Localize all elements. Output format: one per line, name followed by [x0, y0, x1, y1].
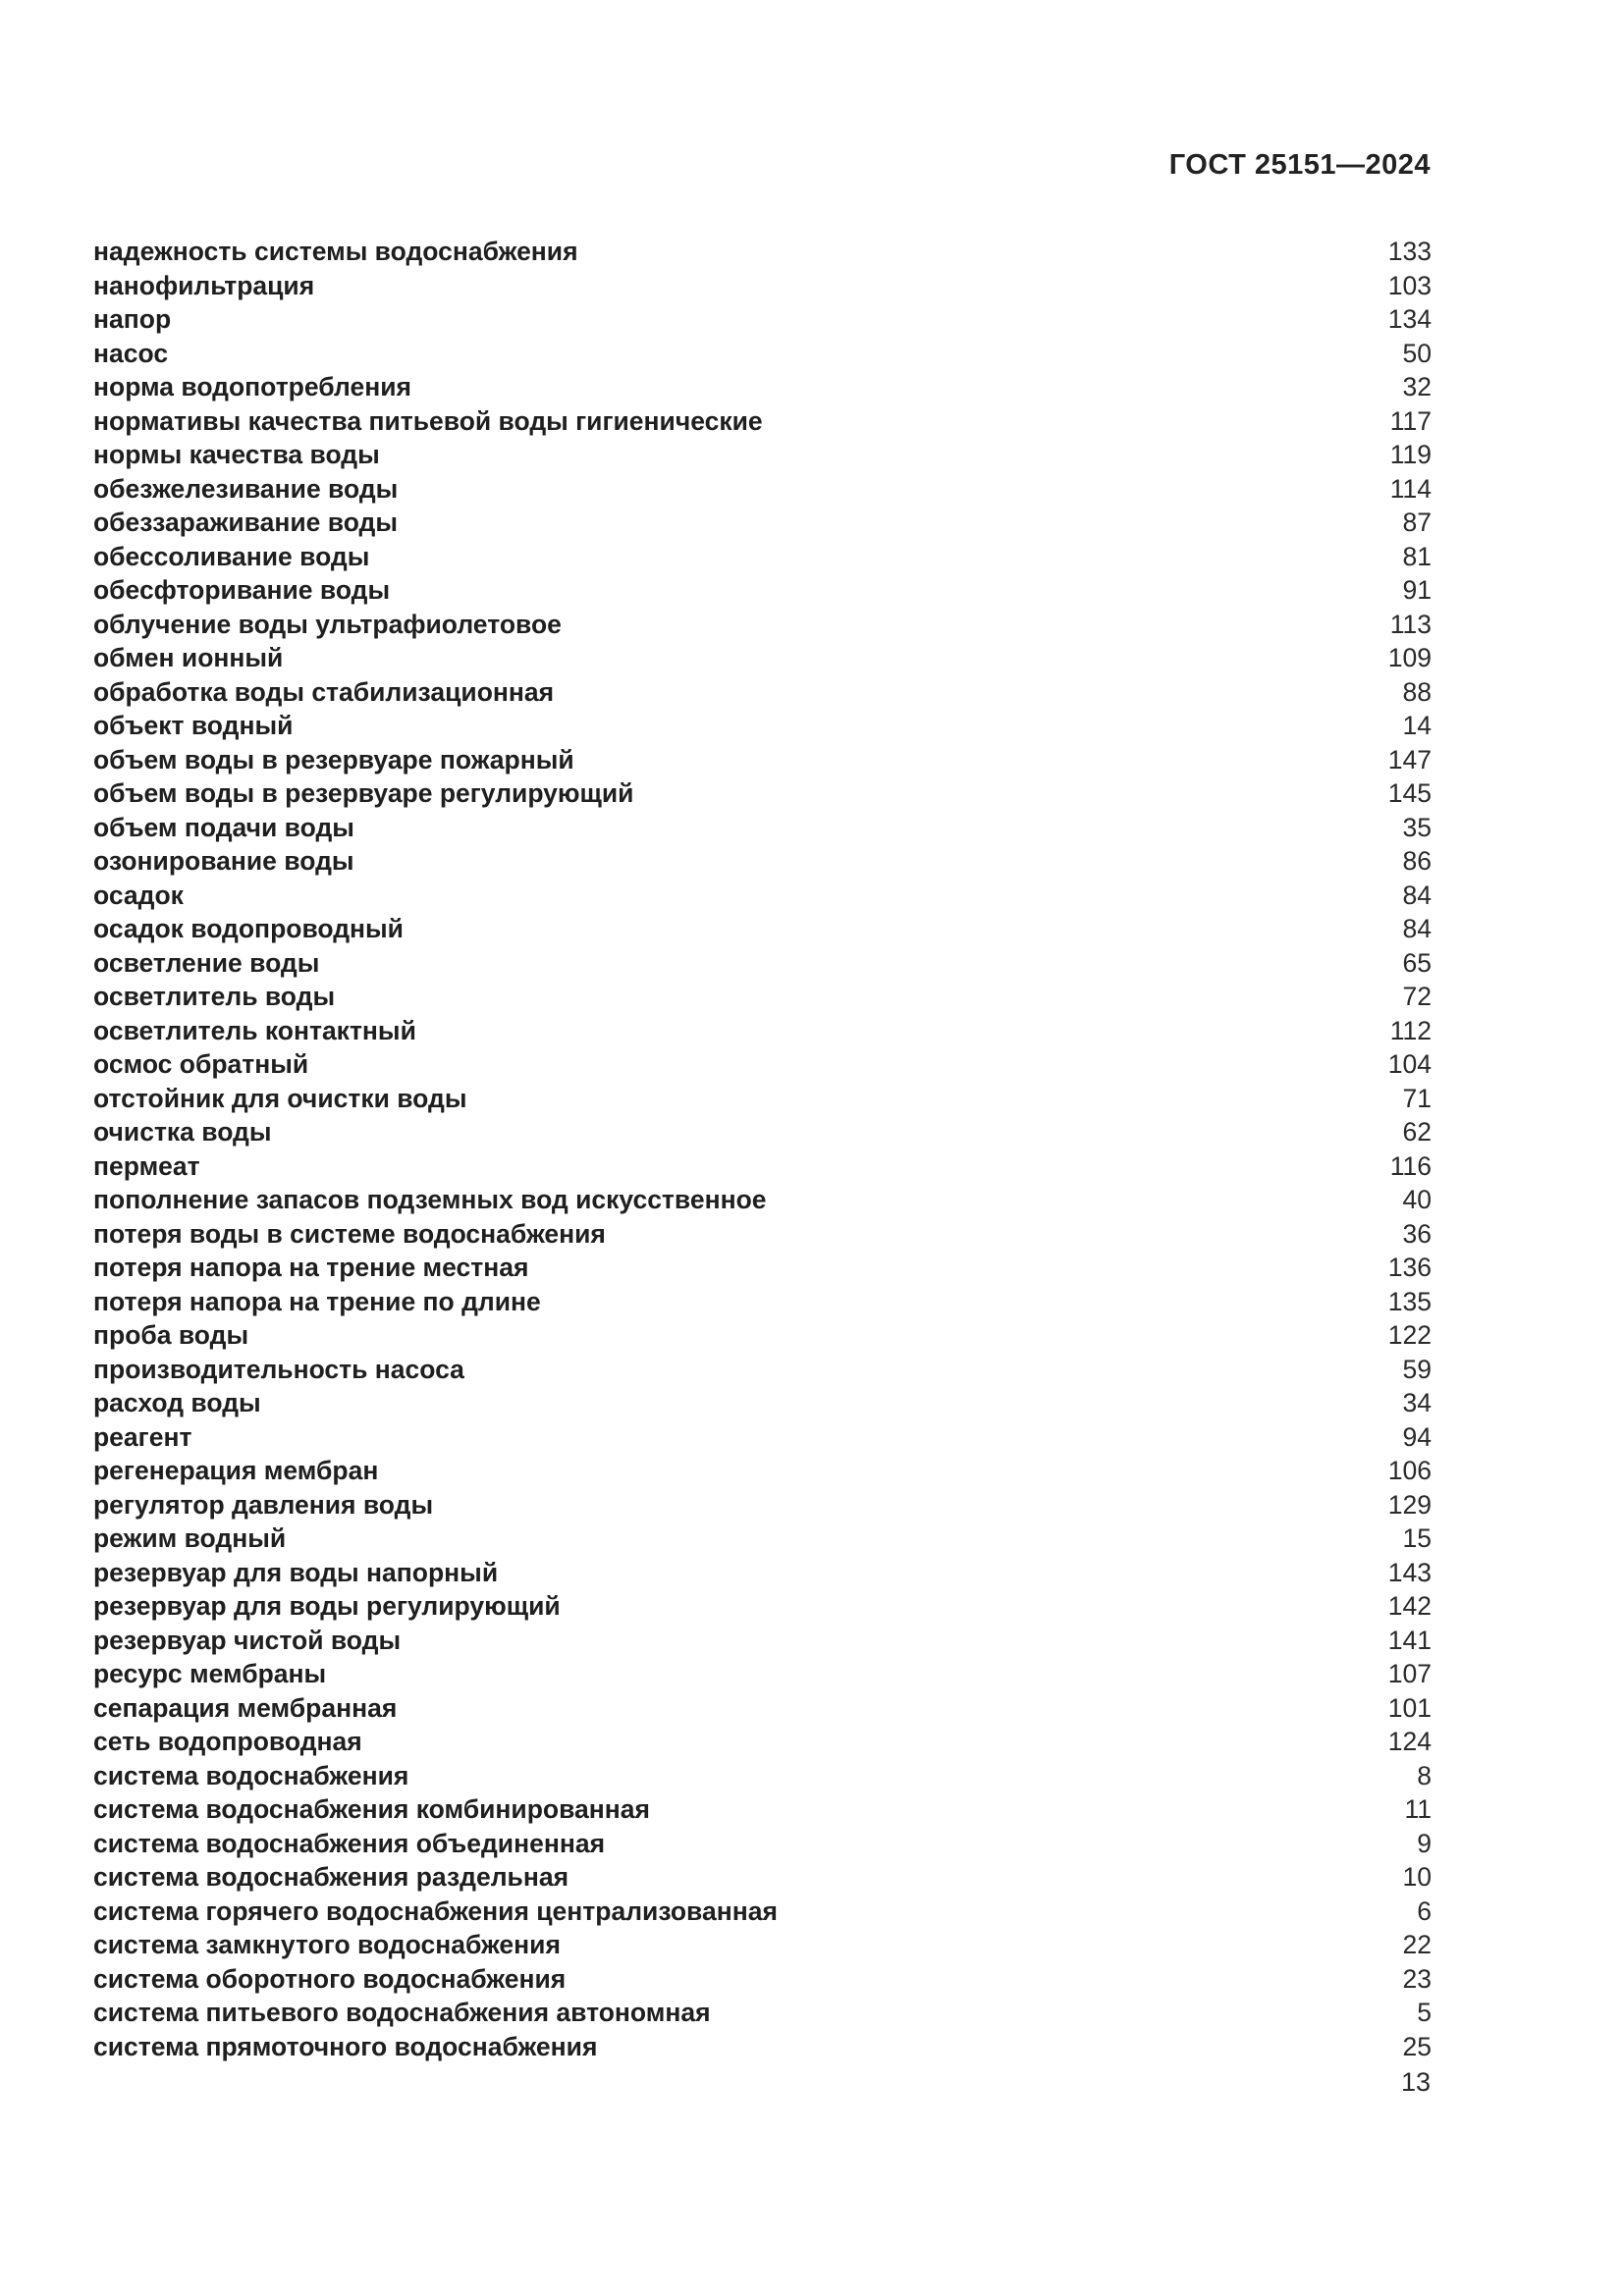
index-page-number: 136 [1387, 1253, 1432, 1282]
index-row [93, 743, 1432, 777]
index-row [93, 709, 1432, 743]
index-term: проба воды [93, 1320, 249, 1350]
index-page-number: 142 [1387, 1591, 1432, 1621]
index-term: резервуар для воды регулирующий [93, 1591, 561, 1621]
index-row [93, 776, 1432, 811]
index-term: осветлитель воды [93, 982, 336, 1011]
index-term: система замкнутого водоснабжения [93, 1930, 561, 1959]
index-page-number: 116 [1389, 1150, 1432, 1181]
index-row [93, 1691, 1432, 1726]
index-page-number: 65 [1402, 947, 1432, 978]
index-term: резервуар для воды напорный [93, 1557, 499, 1587]
index-term: расход воды [93, 1388, 261, 1417]
index-row [93, 1589, 1432, 1624]
index-term: пермеат [93, 1150, 200, 1181]
index-row [93, 235, 1432, 269]
index-page-number: 59 [1402, 1354, 1432, 1384]
index-term: нанофильтрация [93, 270, 315, 300]
index-term: производительность насоса [93, 1354, 464, 1384]
index-term: система водоснабжения объединенная [93, 1828, 606, 1858]
index-page-number: 22 [1402, 1930, 1432, 1959]
index-row [93, 1285, 1432, 1319]
index-page-number: 87 [1402, 507, 1432, 537]
index-term: норма водопотребления [93, 372, 411, 401]
index-row [93, 608, 1432, 642]
index-page-number: 14 [1402, 711, 1432, 740]
index-term: объем воды в резервуаре регулирующий [93, 778, 634, 808]
index-page-number: 34 [1402, 1388, 1432, 1417]
index-page-number: 88 [1402, 676, 1432, 707]
index-term: потеря напора на трение по длине [93, 1286, 541, 1316]
index-term: режим водный [93, 1523, 287, 1553]
index-term: система водоснабжения комбинированная [93, 1794, 650, 1824]
index-page-number: 112 [1389, 1015, 1432, 1045]
index-page-number: 81 [1402, 541, 1432, 571]
index-term: система прямоточного водоснабжения [93, 2031, 598, 2061]
index-row [93, 302, 1432, 337]
index-row [93, 404, 1432, 439]
index-page-number: 23 [1402, 1963, 1432, 1994]
index-term: регулятор давления воды [93, 1489, 434, 1520]
index-page-number: 5 [1417, 1998, 1432, 2027]
index-page-number: 114 [1389, 473, 1432, 504]
index-row [93, 1895, 1432, 1929]
index-row [93, 1657, 1432, 1691]
index-page-number: 36 [1402, 1218, 1432, 1249]
index-row [93, 1759, 1432, 1793]
index-row [93, 912, 1432, 946]
index-page-number: 141 [1387, 1625, 1432, 1655]
index-page-number: 86 [1402, 846, 1432, 876]
index-term: объект водный [93, 711, 294, 740]
index-term: нормы качества воды [93, 440, 380, 469]
index-term: обессоливание воды [93, 541, 370, 571]
index-term: обработка воды стабилизационная [93, 676, 555, 707]
index-page-number: 109 [1387, 643, 1432, 672]
index-term: потеря напора на трение местная [93, 1253, 529, 1282]
index-term: насос [93, 338, 169, 368]
index-row [93, 1047, 1432, 1082]
index-row [93, 946, 1432, 981]
index-term: резервуар чистой воды [93, 1625, 402, 1655]
index-page-number: 107 [1387, 1659, 1432, 1688]
index-page-number: 6 [1417, 1896, 1432, 1926]
index-page-number: 124 [1387, 1727, 1432, 1756]
index-term: облучение воды ультрафиолетовое [93, 609, 562, 639]
index-term: осветлитель контактный [93, 1015, 416, 1045]
index-row [93, 472, 1432, 507]
index-term: реагент [93, 1421, 192, 1452]
index-page-number: 72 [1402, 982, 1432, 1011]
index-row [93, 1454, 1432, 1488]
index-term: система водоснабжения раздельная [93, 1862, 569, 1892]
index-row [93, 1488, 1432, 1522]
index-term: осадок [93, 880, 184, 910]
index-row [93, 1860, 1432, 1895]
index-term: система питьевого водоснабжения автономная [93, 1998, 711, 2027]
index-page-number: 84 [1402, 914, 1432, 943]
index-term: напор [93, 304, 172, 334]
index-row [93, 1183, 1432, 1217]
index-term: отстойник для очистки воды [93, 1083, 467, 1113]
index-page-number: 106 [1387, 1456, 1432, 1485]
index-row [93, 1556, 1432, 1590]
index-page-number: 147 [1387, 744, 1432, 774]
index-row [93, 337, 1432, 371]
index-page-number: 135 [1387, 1286, 1432, 1316]
index-row [93, 1996, 1432, 2030]
index-term: очистка воды [93, 1117, 272, 1147]
index-row [93, 675, 1432, 710]
index-row [93, 1318, 1432, 1353]
index-page-number: 117 [1389, 405, 1432, 436]
index-row [93, 1624, 1432, 1658]
index-page-number: 40 [1402, 1185, 1432, 1214]
index-page-number: 15 [1402, 1523, 1432, 1553]
index-term: система горячего водоснабжения централизованная [93, 1896, 778, 1926]
index-page-number: 62 [1402, 1117, 1432, 1147]
index-page-number: 134 [1387, 304, 1432, 334]
index-row [93, 1082, 1432, 1116]
index-row [93, 1928, 1432, 1962]
index-row [93, 1149, 1432, 1184]
index-page-number: 84 [1402, 880, 1432, 910]
index-page-number: 94 [1402, 1421, 1432, 1452]
index-page-number: 32 [1402, 372, 1432, 401]
index-row [93, 641, 1432, 675]
index-row [93, 1353, 1432, 1387]
page-number: 13 [1400, 2067, 1431, 2097]
index-row [93, 1725, 1432, 1759]
index-row [93, 1522, 1432, 1556]
index-page-number: 11 [1404, 1794, 1432, 1824]
index-term: ресурс мембраны [93, 1659, 327, 1688]
index-term: осадок водопроводный [93, 914, 404, 943]
index-page-number: 10 [1402, 1862, 1432, 1892]
index-page-number: 50 [1402, 338, 1432, 368]
index-term: регенерация мембран [93, 1456, 379, 1485]
index-page-number: 113 [1389, 609, 1432, 639]
index-term: объем подачи воды [93, 812, 354, 842]
index-row [93, 1420, 1432, 1455]
index-page-number: 8 [1417, 1760, 1432, 1790]
index-row [93, 2030, 1432, 2064]
index-row [93, 1251, 1432, 1285]
index-term: пополнение запасов подземных вод искусственное [93, 1185, 767, 1214]
index-page-number: 143 [1387, 1557, 1432, 1587]
index-row [93, 1386, 1432, 1420]
index-page-number: 25 [1402, 2031, 1432, 2061]
index-page-number: 35 [1402, 812, 1432, 842]
index-row [93, 1827, 1432, 1861]
index-term: сепарация мембранная [93, 1692, 398, 1723]
index-page-number: 71 [1402, 1083, 1432, 1113]
index-row [93, 879, 1432, 913]
index-row [93, 1014, 1432, 1048]
index-page-number: 103 [1387, 270, 1432, 300]
index-page-number: 104 [1387, 1049, 1432, 1079]
index-page-number: 145 [1387, 778, 1432, 808]
index-row [93, 1962, 1432, 1997]
index-row [93, 1792, 1432, 1827]
index-term: осветление воды [93, 947, 320, 978]
index-row [93, 269, 1432, 303]
index-row [93, 980, 1432, 1014]
index-term: обмен ионный [93, 643, 284, 672]
index-term: надежность системы водоснабжения [93, 237, 578, 266]
index-page-number: 129 [1387, 1489, 1432, 1520]
index-term: обеззараживание воды [93, 507, 398, 537]
index-row [93, 370, 1432, 404]
index-page-number: 122 [1387, 1320, 1432, 1350]
index-term: осмос обратный [93, 1049, 309, 1079]
index-row [93, 540, 1432, 574]
index-term: нормативы качества питьевой воды гигиенические [93, 405, 763, 436]
index-term: обесфторивание воды [93, 575, 391, 605]
index-page-number: 119 [1389, 440, 1432, 469]
index-row [93, 1115, 1432, 1149]
index-row [93, 811, 1432, 845]
index-row [93, 506, 1432, 540]
index-term: потеря воды в системе водоснабжения [93, 1218, 606, 1249]
index-row [93, 1217, 1432, 1252]
index-row [93, 438, 1432, 472]
index-page-number: 133 [1387, 237, 1432, 266]
index-term: озонирование воды [93, 846, 354, 876]
document-code-header: ГОСТ 25151—2024 [1168, 149, 1431, 181]
index-term: система водоснабжения [93, 1760, 409, 1790]
index-term: система оборотного водоснабжения [93, 1963, 567, 1994]
index-term: сеть водопроводная [93, 1727, 362, 1756]
index-term: обезжелезивание воды [93, 473, 399, 504]
index-row [93, 573, 1432, 608]
index-row [93, 844, 1432, 879]
alphabetical-index-list [93, 235, 1432, 2063]
index-page-number: 9 [1417, 1828, 1432, 1858]
index-page-number: 91 [1402, 575, 1432, 605]
index-page-number: 101 [1387, 1692, 1432, 1723]
index-term: объем воды в резервуаре пожарный [93, 744, 574, 774]
